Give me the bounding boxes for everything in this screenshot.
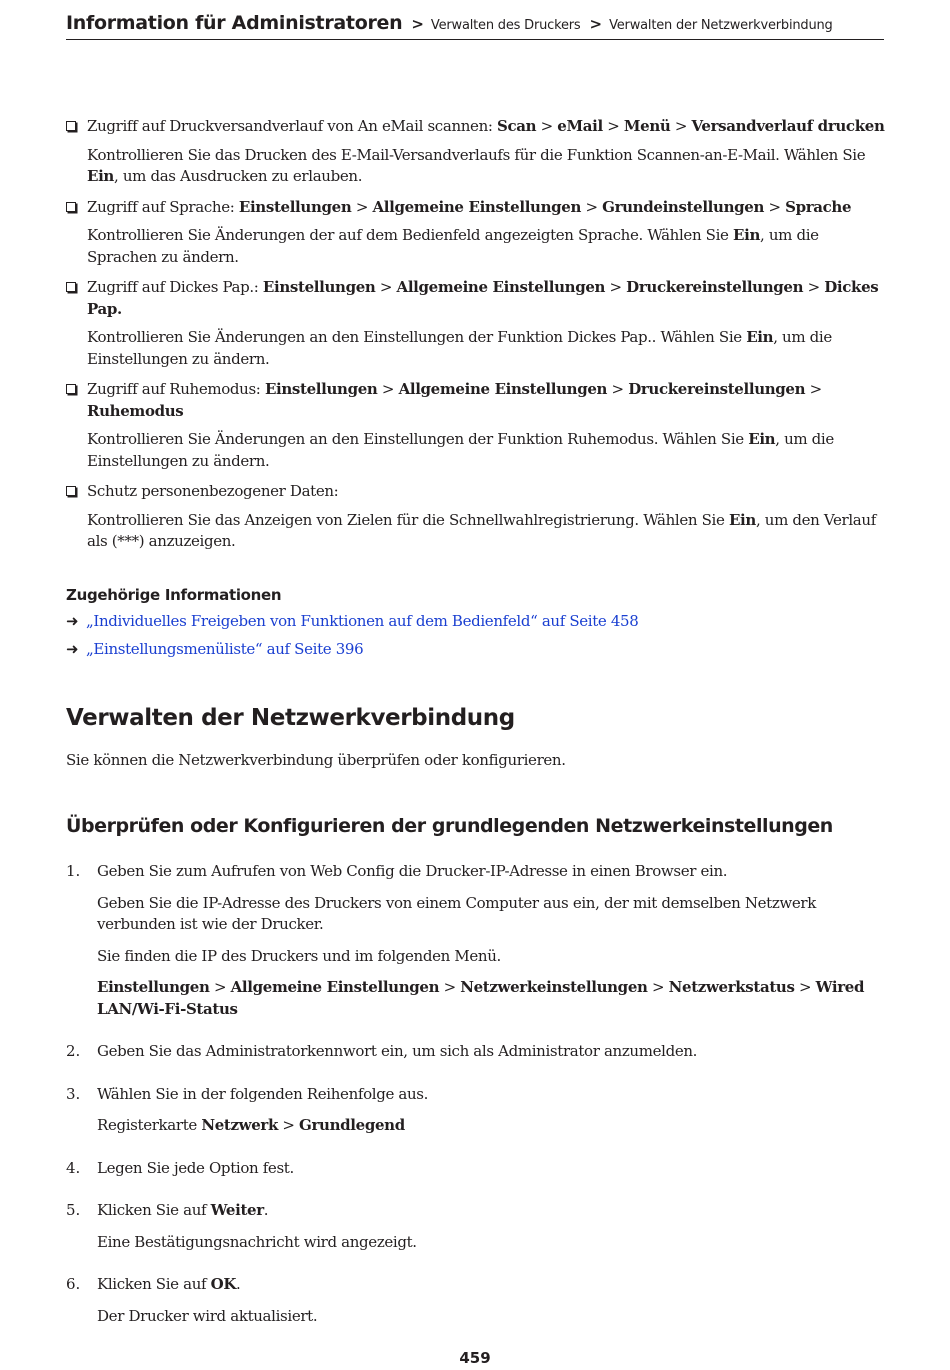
desc-text: Kontrollieren Sie Änderungen der auf dem Bedienfeld angezeigten Sprache. Wählen Sie [87, 226, 734, 244]
menu-path-item: Netzwerkeinstellungen [460, 978, 648, 996]
breadcrumb-item[interactable]: Verwalten des Druckers [430, 18, 581, 33]
step-text [97, 1200, 888, 1222]
step-text-suffix: . [263, 1201, 269, 1219]
desc-option: Ein [748, 430, 776, 448]
step-text: Wählen Sie in der folgenden Reihenfolge aus. [97, 1084, 429, 1103]
path-separator: > [670, 117, 692, 135]
page-number: 459 [459, 1349, 491, 1367]
button-name: Weiter [210, 1201, 264, 1219]
step-text-prefix: Klicken Sie auf [97, 1275, 211, 1293]
step-detail: Der Drucker wird aktualisiert. [97, 1306, 318, 1325]
step-number: 3. [66, 1084, 81, 1103]
path-separator: > [602, 117, 624, 135]
step-number: 2. [66, 1042, 81, 1060]
menu-path-item: Einstellungen [238, 197, 352, 216]
step-detail [97, 1115, 888, 1137]
step-detail: Eine Bestätigungsnachricht wird angezeigt. [97, 1232, 417, 1251]
list-item [66, 116, 888, 188]
checkbox-bullet-icon [66, 384, 76, 394]
header-title: Information für Administratoren [66, 12, 403, 34]
list-item-heading [87, 277, 888, 320]
tab-name: Netzwerk [201, 1116, 278, 1134]
menu-path-item: Allgemeine Einstellungen [230, 978, 440, 996]
list-item [66, 379, 888, 472]
desc-option: Ein [733, 226, 761, 244]
menu-path-item: Allgemeine Einstellungen [372, 197, 582, 216]
breadcrumb-item[interactable]: Verwalten der Netzwerkverbindung [609, 18, 833, 33]
path-separator: > [764, 197, 786, 216]
menu-path-item: Allgemeine Einstellungen [396, 278, 606, 296]
list-item-label: Zugriff auf Ruhemodus: [87, 380, 265, 398]
list-item-heading [87, 379, 888, 422]
list-item-description [87, 327, 888, 370]
path-separator: > [375, 278, 397, 296]
menu-path-item: Scan [497, 117, 537, 135]
step-number: 1. [66, 862, 81, 880]
related-link[interactable]: „Individuelles Freigeben von Funktionen auf dem Bedienfeld“ auf Seite 458 [86, 611, 639, 630]
list-item-description [87, 225, 888, 268]
step-text-prefix: Klicken Sie auf [97, 1201, 211, 1219]
desc-text: , um den Verlauf als (***) anzuzeigen. [87, 510, 876, 550]
menu-path-item: Ruhemodus [87, 401, 184, 420]
path-separator: > [805, 380, 822, 398]
checkbox-bullet-icon [66, 202, 76, 212]
step-text: Geben Sie zum Aufrufen von Web Config die Drucker-IP-Adresse in einen Browser ein. [97, 862, 728, 880]
path-separator: > [351, 197, 373, 216]
step-item [66, 1274, 888, 1327]
checkbox-bullet-icon [66, 282, 76, 292]
step-detail-prefix: Registerkarte [97, 1116, 202, 1134]
menu-path-item: Druckereinstellungen [628, 380, 806, 398]
path-separator: > [803, 278, 825, 296]
list-item-heading [87, 116, 888, 138]
path-separator: > [794, 978, 816, 996]
step-text: Geben Sie das Administratorkennwort ein, um sich als Administrator anzumelden. [97, 1042, 698, 1060]
step-number: 6. [66, 1275, 81, 1293]
list-item [66, 197, 888, 269]
list-item-description [87, 510, 888, 553]
path-separator: > [439, 978, 461, 996]
step-item [66, 1084, 888, 1137]
section-title: Verwalten der Netzwerkverbindung [66, 704, 515, 731]
list-item-label: Zugriff auf Druckversandverlauf von An eMail scannen: [87, 117, 498, 135]
menu-path-item: Wired LAN/Wi-Fi-Status [97, 978, 865, 1018]
path-separator: > [605, 278, 627, 296]
desc-option: Ein [728, 510, 756, 529]
menu-path-item: Grundeinstellungen [602, 197, 765, 216]
desc-text: Kontrollieren Sie Änderungen an den Einstellungen der Funktion Ruhemodus. Wählen Sie [87, 430, 749, 448]
list-item-description [87, 429, 888, 472]
step-detail: Sie finden die IP des Druckers und im folgenden Menü. [97, 946, 501, 965]
path-separator: > [277, 1116, 300, 1134]
checkbox-bullet-icon [66, 121, 76, 131]
step-number: 4. [66, 1158, 81, 1177]
desc-text: , um die Sprachen zu ändern. [87, 226, 819, 266]
arrow-right-icon: ➜ [66, 611, 79, 630]
list-item-label: Schutz personenbezogener Daten: [87, 482, 339, 500]
option-name: Grundlegend [299, 1116, 405, 1134]
menu-path-item: Allgemeine Einstellungen [398, 380, 608, 398]
checkbox-bullet-icon [66, 486, 76, 496]
path-separator: > [209, 978, 231, 996]
bullet-list [66, 116, 888, 553]
related-link[interactable]: „Einstellungsmenüliste“ auf Seite 396 [86, 640, 364, 658]
list-item [66, 277, 888, 370]
menu-path-item: Menü [623, 117, 671, 135]
step-text-suffix: . [236, 1275, 241, 1293]
desc-text: , um die Einstellungen zu ändern. [87, 430, 834, 470]
related-link-item [66, 611, 888, 633]
step-text: Legen Sie jede Option fest. [97, 1158, 294, 1177]
path-separator: > [536, 117, 558, 135]
path-separator: > [377, 380, 399, 398]
button-name: OK [210, 1275, 237, 1293]
list-item-heading [87, 197, 888, 219]
step-item [66, 1158, 888, 1180]
related-link-item [66, 639, 888, 661]
path-separator: > [647, 978, 669, 996]
menu-path [97, 977, 888, 1020]
breadcrumb-separator: > [589, 15, 603, 33]
step-text [97, 1274, 888, 1296]
desc-option: Ein [87, 167, 114, 185]
step-number: 5. [66, 1201, 81, 1219]
page-header [66, 12, 884, 40]
path-separator: > [607, 380, 629, 398]
breadcrumb-separator: > [411, 15, 424, 33]
menu-path-item: eMail [557, 117, 603, 135]
step-detail: Geben Sie die IP-Adresse des Druckers von einem Computer aus ein, der mit demselben Netzwerk verbunden ist wie der Drucker. [97, 893, 816, 933]
desc-text: , um das Ausdrucken zu erlauben. [114, 167, 363, 185]
list-item-heading [87, 481, 888, 503]
list-item-description [87, 145, 888, 188]
menu-path-item: Einstellungen [262, 278, 376, 296]
desc-option: Ein [746, 328, 774, 346]
menu-path-item: Einstellungen [264, 380, 378, 398]
step-item [66, 1200, 888, 1253]
menu-path-item: Dickes Pap. [87, 278, 879, 318]
step-list [66, 861, 888, 1327]
desc-text: , um die Einstellungen zu ändern. [87, 328, 832, 368]
list-item [66, 481, 888, 553]
list-item-label: Zugriff auf Sprache: [87, 197, 239, 216]
step-item [66, 1041, 888, 1063]
list-item-label: Zugriff auf Dickes Pap.: [87, 278, 263, 296]
menu-path-item: Netzwerkstatus [668, 978, 795, 996]
desc-text: Kontrollieren Sie Änderungen an den Einstellungen der Funktion Dickes Pap.. Wählen Sie [87, 328, 747, 346]
menu-path-item: Einstellungen [97, 978, 210, 996]
desc-text: Kontrollieren Sie das Anzeigen von Zielen für die Schnellwahlregistrierung. Wählen Sie [87, 510, 729, 529]
step-item [66, 861, 888, 1020]
related-info-title: Zugehörige Informationen [66, 585, 282, 604]
subsection-title: Überprüfen oder Konfigurieren der grundlegenden Netzwerkeinstellungen [66, 815, 833, 837]
path-separator: > [581, 197, 603, 216]
menu-path-item: Druckereinstellungen [626, 278, 804, 296]
desc-text: Kontrollieren Sie das Drucken des E-Mail-Versandverlaufs für die Funktion Scannen-an-E-Mail. Wählen Sie [87, 145, 866, 164]
menu-path-item: Sprache [785, 197, 852, 216]
page-content [66, 116, 888, 1348]
menu-path-item: Versandverlauf drucken [691, 117, 885, 135]
section-intro: Sie können die Netzwerkverbindung überprüfen oder konfigurieren. [66, 750, 566, 769]
arrow-right-icon: ➜ [66, 640, 79, 658]
